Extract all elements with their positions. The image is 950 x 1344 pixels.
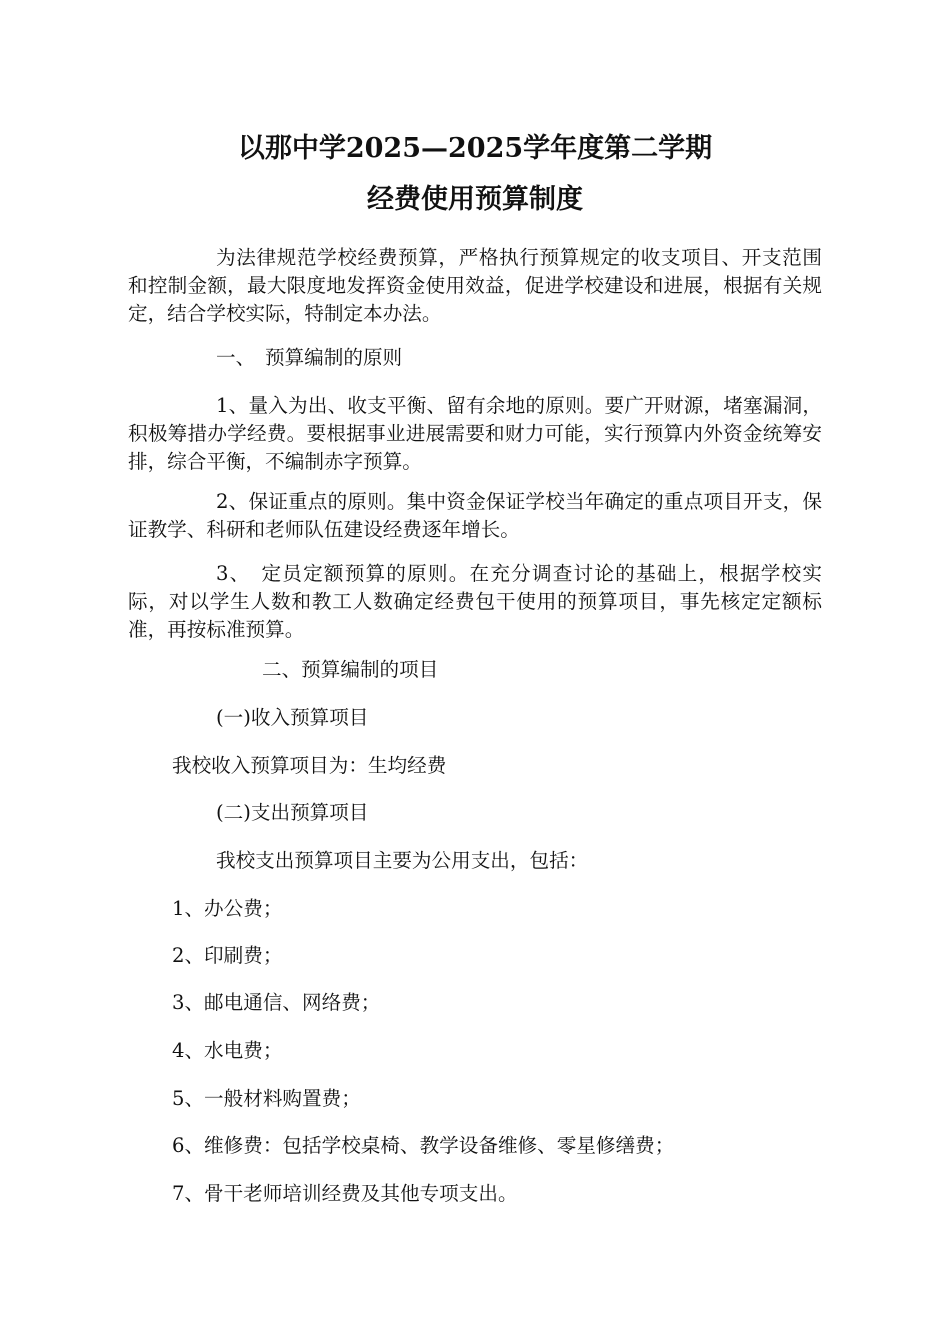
document-title-line2: 经费使用预算制度: [367, 184, 583, 215]
expense-text: 我校支出预算项目主要为公用支出，包括：: [216, 849, 589, 872]
expense-item: 2、印刷费；: [172, 944, 283, 967]
principle-1-paragraph: 1、量入为出、收支平衡、留有余地的原则。要广开财源，堵塞漏洞，积极筹措办学经费。要根据事业进展需要和财力可能，实行预算内外资金统筹安排，综合平衡，不编制赤字预算。: [128, 394, 822, 473]
income-text: 我校收入预算项目为：生均经费: [172, 754, 447, 777]
expense-item: 5、一般材料购置费；: [172, 1087, 361, 1110]
principle-2-paragraph: 2、保证重点的原则。集中资金保证学校当年确定的重点项目开支，保证教学、科研和老师队伍建设经费逐年增长。: [128, 490, 822, 541]
expense-item: 3、邮电通信、网络费；: [172, 991, 381, 1014]
expense-item: 4、水电费；: [172, 1039, 283, 1062]
expense-item: 7、骨干老师培训经费及其他专项支出。: [172, 1182, 518, 1205]
expense-item: 1、办公费；: [172, 897, 283, 920]
principle-3-paragraph: 3、 定员定额预算的原则。在充分调查讨论的基础上，根据学校实际，对以学生人数和教工人数确定经费包干使用的预算项目，事先核定定额标准，再按标准预算。: [128, 562, 822, 641]
income-heading: (一)收入预算项目: [216, 706, 369, 729]
expense-item: 6、维修费：包括学校桌椅、教学设备维修、零星修缮费；: [172, 1134, 675, 1157]
section2-heading: 二、预算编制的项目: [262, 658, 439, 681]
section1-heading: 一、 预算编制的原则: [216, 346, 403, 369]
expense-heading: (二)支出预算项目: [216, 801, 369, 824]
document-title-line1: 以那中学2025—2025学年度第二学期: [237, 133, 713, 164]
intro-paragraph: 为法律规范学校经费预算，严格执行预算规定的收支项目、开支范围和控制金额，最大限度地发挥资金使用效益，促进学校建设和进展，根据有关规定，结合学校实际，特制定本办法。: [128, 246, 822, 325]
